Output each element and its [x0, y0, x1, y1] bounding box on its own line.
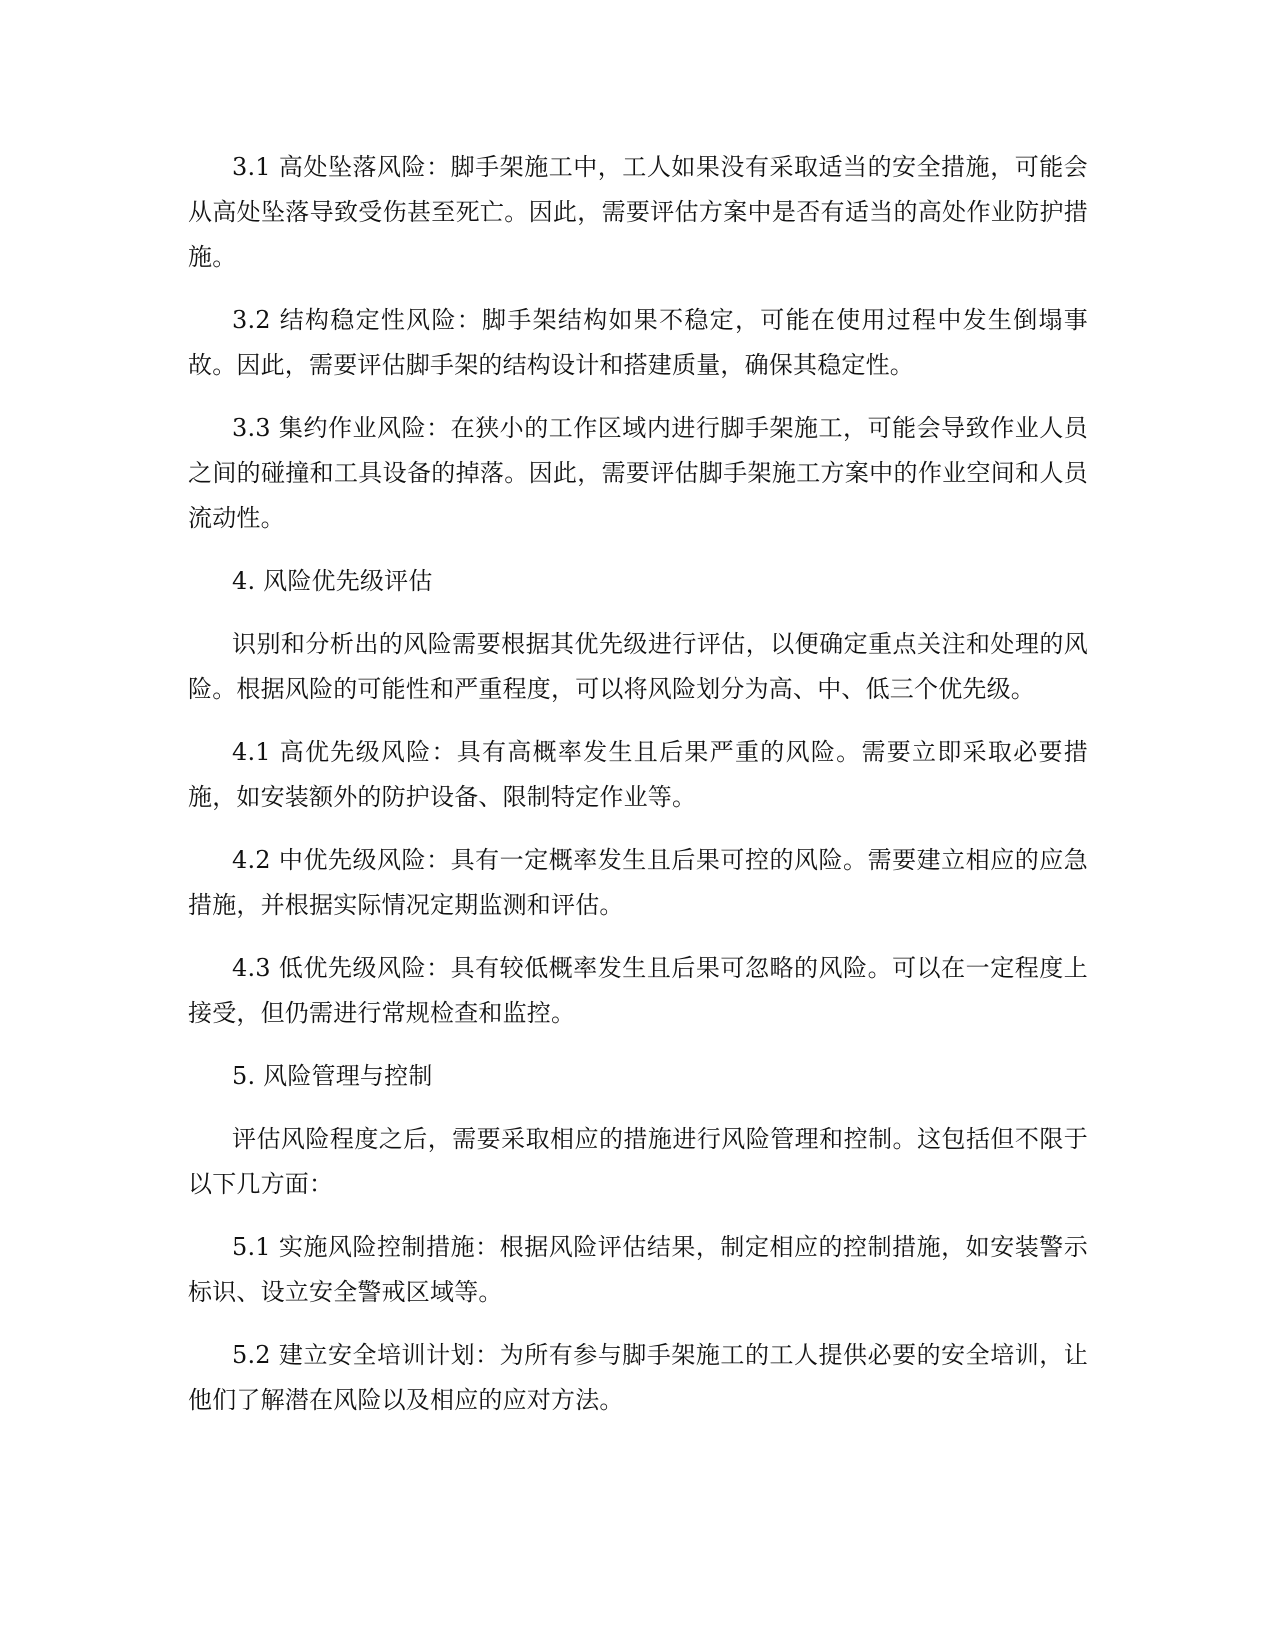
paragraph-3-3-intensive-work-risk: 3.3 集约作业风险：在狭小的工作区域内进行脚手架施工，可能会导致作业人员之间的碰撞和工具设备的掉落。因此，需要评估脚手架施工方案中的作业空间和人员流动性。 [188, 414, 1088, 532]
paragraph-3-2-structural-stability-risk: 3.2 结构稳定性风险：脚手架结构如果不稳定，可能在使用过程中发生倒塌事故。因此，需要评估脚手架的结构设计和搭建质量，确保其稳定性。 [188, 306, 1088, 379]
paragraph-management-intro: 评估风险程度之后，需要采取相应的措施进行风险管理和控制。这包括但不限于以下几方面： [188, 1125, 1088, 1198]
section-heading-risk-management-control: 5. 风险管理与控制 [232, 1062, 433, 1090]
paragraph-3-1-fall-risk: 3.1 高处坠落风险：脚手架施工中，工人如果没有采取适当的安全措施，可能会从高处坠落导致受伤甚至死亡。因此，需要评估方案中是否有适当的高处作业防护措施。 [188, 153, 1088, 271]
paragraph-4-3-low-priority-risk: 4.3 低优先级风险：具有较低概率发生且后果可忽略的风险。可以在一定程度上接受，但仍需进行常规检查和监控。 [188, 954, 1088, 1027]
paragraph-5-2-safety-training: 5.2 建立安全培训计划：为所有参与脚手架施工的工人提供必要的安全培训，让他们了解潜在风险以及相应的应对方法。 [188, 1341, 1088, 1414]
document-body [188, 145, 1088, 1441]
paragraph-priority-intro: 识别和分析出的风险需要根据其优先级进行评估，以便确定重点关注和处理的风险。根据风险的可能性和严重程度，可以将风险划分为高、中、低三个优先级。 [188, 630, 1088, 703]
paragraph-5-1-control-measures: 5.1 实施风险控制措施：根据风险评估结果，制定相应的控制措施，如安装警示标识、设立安全警戒区域等。 [188, 1233, 1088, 1306]
paragraph-4-1-high-priority-risk: 4.1 高优先级风险：具有高概率发生且后果严重的风险。需要立即采取必要措施，如安装额外的防护设备、限制特定作业等。 [188, 738, 1088, 811]
paragraph-4-2-medium-priority-risk: 4.2 中优先级风险：具有一定概率发生且后果可控的风险。需要建立相应的应急措施，并根据实际情况定期监测和评估。 [188, 846, 1088, 919]
section-heading-risk-priority-assessment: 4. 风险优先级评估 [232, 567, 433, 595]
